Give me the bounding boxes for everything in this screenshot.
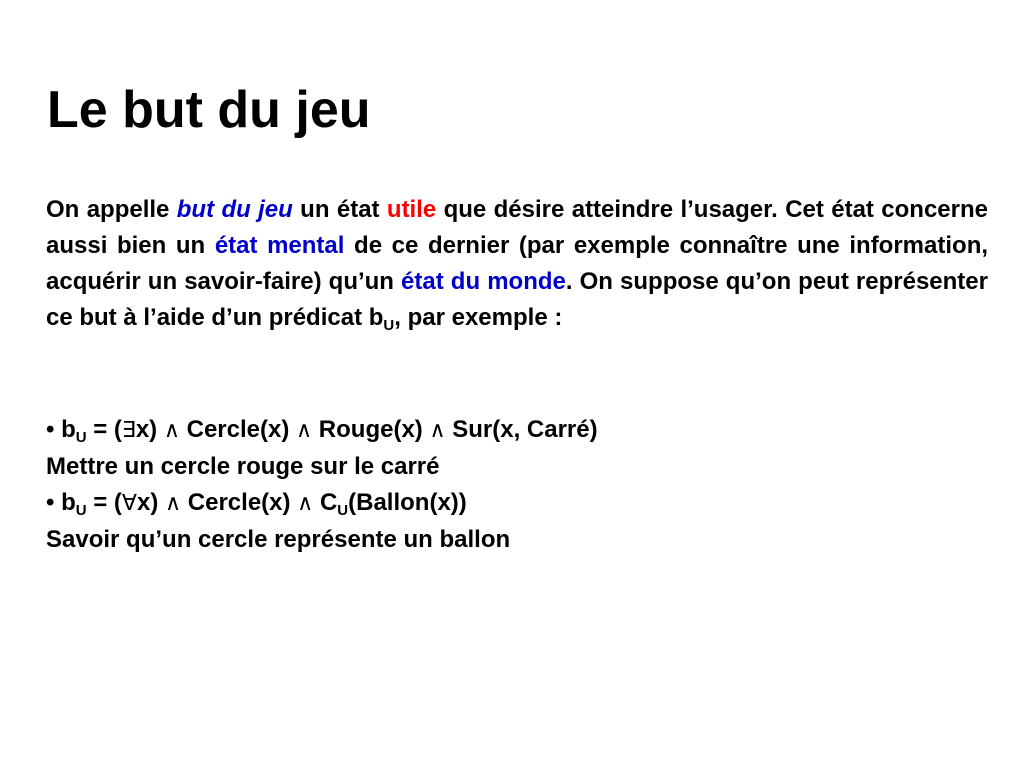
formula-list	[46, 412, 988, 558]
formula-text: = (	[86, 489, 122, 516]
paragraph-text: On appelle	[46, 196, 177, 223]
formula-text: Sur(x, Carré)	[445, 416, 598, 443]
term-but-du-jeu: but du jeu	[176, 196, 293, 223]
bullet-b: • b	[46, 416, 76, 443]
and-symbol: ∧	[296, 418, 313, 443]
term-utile: utile	[386, 196, 437, 223]
and-symbol: ∧	[165, 491, 182, 516]
exists-symbol: ∃	[121, 418, 136, 443]
term-etat-mental: état mental	[214, 232, 345, 259]
paragraph-text: . On suppose qu’on peut représenter ce but à l’aide d’un prédicat b	[46, 268, 988, 331]
formula-text: x)	[136, 489, 165, 516]
formula-2-caption: Savoir qu’un cercle représente un ballon	[46, 526, 511, 553]
formula-text: Rouge(x)	[312, 416, 430, 443]
and-symbol: ∧	[297, 491, 314, 516]
formula-1-caption: Mettre un cercle rouge sur le carré	[46, 453, 440, 480]
formula-text: C	[313, 489, 338, 516]
formula-text: Cercle(x)	[181, 489, 298, 516]
bullet-b: • b	[46, 489, 76, 516]
and-symbol: ∧	[429, 418, 446, 443]
definition-paragraph	[46, 192, 988, 336]
formula-1	[46, 412, 988, 449]
paragraph-text: que désire atteindre l’usager. Cet état concerne aussi bien un	[46, 196, 988, 259]
and-symbol: ∧	[163, 418, 180, 443]
term-etat-du-monde: état du monde	[401, 268, 566, 295]
subscript-u: U	[75, 429, 87, 446]
forall-symbol: ∀	[121, 491, 137, 516]
formula-text: = (	[86, 416, 122, 443]
subscript-u: U	[383, 317, 395, 334]
formula-2	[46, 485, 988, 522]
formula-text: (Ballon(x))	[348, 489, 467, 516]
formula-text: x)	[135, 416, 164, 443]
formula-text: Cercle(x)	[179, 416, 297, 443]
slide-title: Le but du jeu	[47, 81, 371, 139]
paragraph-text: , par exemple :	[394, 304, 563, 331]
subscript-u: U	[75, 502, 87, 519]
paragraph-text: un état	[292, 196, 387, 223]
paragraph-text: de ce dernier (par exemple connaître une information, acquérir un savoir-faire) qu’un	[46, 232, 989, 295]
subscript-u: U	[337, 502, 349, 519]
